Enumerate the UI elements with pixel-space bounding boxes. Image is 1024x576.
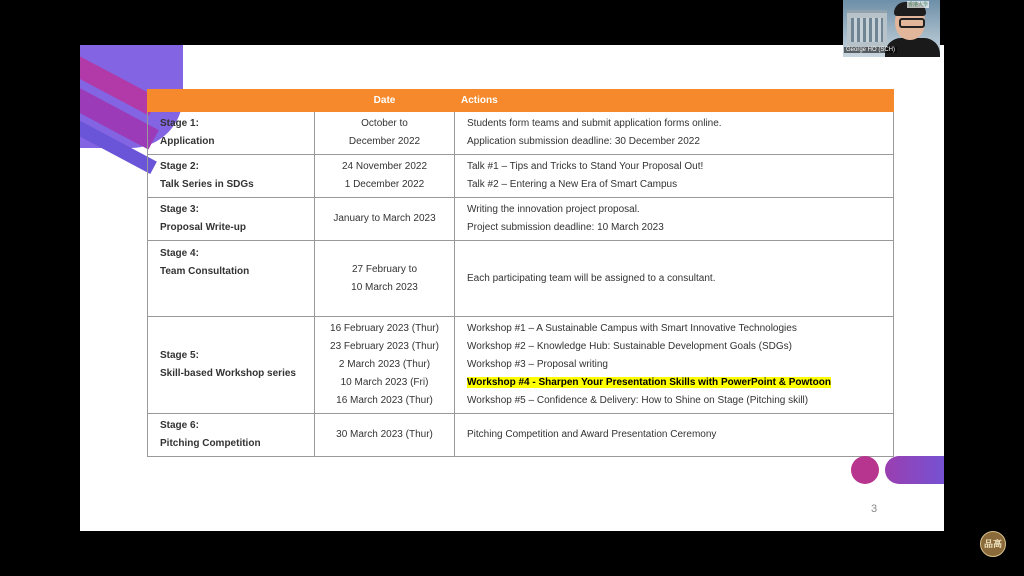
table-row	[148, 241, 894, 317]
date-text: January to March 2023	[333, 213, 436, 224]
actions-cell	[455, 414, 894, 457]
action-text: Workshop #1 – A Sustainable Campus with Smart Innovative Technologies	[467, 323, 797, 334]
date-cell	[315, 198, 455, 241]
stage-cell	[148, 198, 315, 241]
highlighted-action-text: Workshop #4 - Sharpen Your Presentation Skills with PowerPoint & Powtoon	[467, 377, 831, 388]
date-text: 23 February 2023 (Thur)	[330, 341, 439, 352]
action-text: Workshop #2 – Knowledge Hub: Sustainable Development Goals (SDGs)	[467, 341, 792, 352]
stage-cell	[148, 155, 315, 198]
date-text: 24 November 2022	[341, 161, 428, 172]
action-text: Writing the innovation project proposal.	[467, 204, 640, 215]
action-text: Pitching Competition and Award Presentation Ceremony	[467, 429, 717, 440]
action-text: Project submission deadline: 10 March 2023	[467, 222, 664, 233]
participant-name-label: George HO (SCH)	[846, 47, 896, 53]
action-text: Talk #2 – Entering a New Era of Smart Campus	[467, 179, 678, 190]
date-text: 1 December 2022	[344, 179, 425, 190]
actions-cell	[455, 155, 894, 198]
action-text: Each participating team will be assigned to a consultant.	[467, 272, 716, 284]
schedule-table	[147, 89, 894, 457]
stage-cell	[148, 241, 315, 317]
action-text: Students form teams and submit application forms online.	[467, 118, 722, 129]
table-header-row	[148, 90, 894, 112]
header-date: Date	[315, 90, 455, 112]
stage-title: Application	[160, 136, 215, 147]
stage-title: Pitching Competition	[160, 438, 261, 449]
date-text: 10 March 2023	[351, 281, 418, 293]
decorative-pill	[885, 456, 944, 484]
date-text: October to	[361, 118, 408, 129]
date-cell	[315, 241, 455, 317]
action-text: Workshop #5 – Confidence & Delivery: How to Shine on Stage (Pitching skill)	[467, 395, 809, 406]
stage-title: Talk Series in SDGs	[160, 179, 254, 190]
date-text: 27 February to	[351, 263, 418, 275]
actions-cell	[455, 198, 894, 241]
table-row	[148, 112, 894, 155]
channel-badge-icon[interactable]: 品高	[980, 531, 1006, 557]
date-cell	[315, 112, 455, 155]
stage-number: Stage 4:	[160, 248, 199, 259]
stage-number: Stage 6:	[160, 420, 199, 431]
stage-cell	[148, 414, 315, 457]
actions-cell	[455, 317, 894, 414]
stage-cell	[148, 317, 315, 414]
actions-cell	[455, 112, 894, 155]
participant-video-tile[interactable]	[843, 0, 940, 57]
glasses-icon	[899, 18, 925, 28]
date-cell	[315, 317, 455, 414]
date-text: 30 March 2023 (Thur)	[336, 429, 433, 440]
background-building-windows	[851, 18, 883, 42]
action-text: Talk #1 – Tips and Tricks to Stand Your Proposal Out!	[467, 161, 704, 172]
presentation-slide	[80, 45, 944, 531]
action-text: Workshop #3 – Proposal writing	[467, 359, 608, 370]
table-row	[148, 414, 894, 457]
stage-number: Stage 5:	[160, 350, 199, 361]
decorative-circle	[851, 456, 879, 484]
table-row	[148, 198, 894, 241]
date-text: 16 February 2023 (Thur)	[330, 323, 439, 334]
date-text: 16 March 2023 (Thur)	[336, 395, 433, 406]
stage-number: Stage 3:	[160, 204, 199, 215]
university-logo-text: 香港大學	[908, 2, 929, 8]
actions-cell	[455, 241, 894, 317]
stage-number: Stage 1:	[160, 118, 199, 129]
date-text: December 2022	[348, 136, 421, 147]
table-row	[148, 317, 894, 414]
stage-title: Team Consultation	[160, 266, 250, 277]
header-actions: Actions	[455, 90, 894, 112]
date-cell	[315, 414, 455, 457]
stage-cell	[148, 112, 315, 155]
date-text: 10 March 2023 (Fri)	[340, 377, 429, 388]
stage-title: Proposal Write-up	[160, 222, 246, 233]
action-text: Application submission deadline: 30 December 2022	[467, 136, 700, 147]
date-text: 2 March 2023 (Thur)	[338, 359, 431, 370]
date-cell	[315, 155, 455, 198]
slide-page-number: 3	[871, 503, 878, 515]
table-row	[148, 155, 894, 198]
stage-title: Skill-based Workshop series	[160, 368, 296, 379]
header-stage	[148, 90, 315, 112]
stage-number: Stage 2:	[160, 161, 199, 172]
